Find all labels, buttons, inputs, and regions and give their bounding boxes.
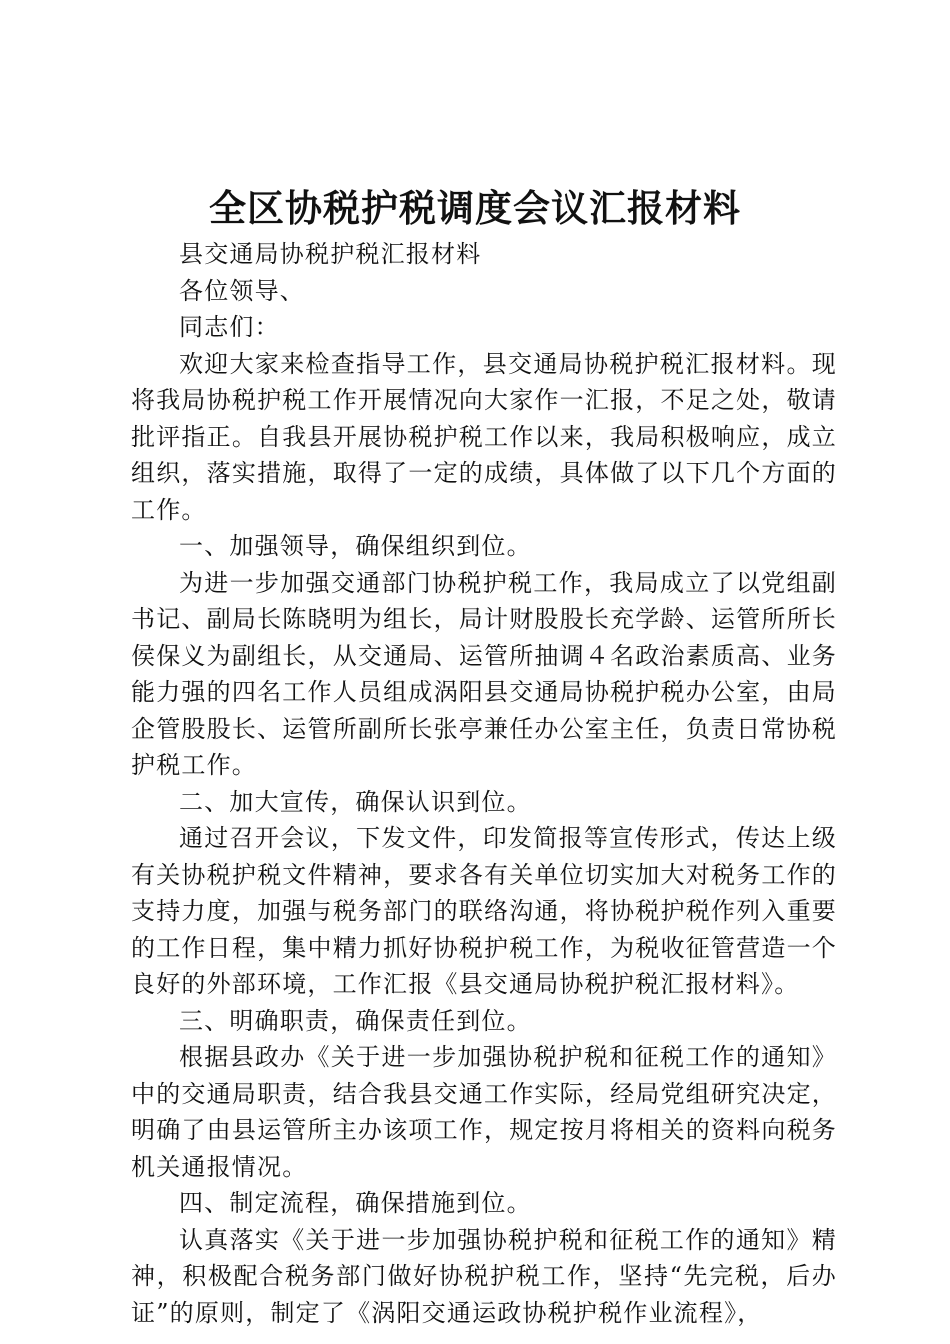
section-heading-4: 四、制定流程，确保措施到位。 bbox=[179, 1189, 532, 1217]
document-body bbox=[131, 236, 837, 1331]
paragraph-section-1: 为进一步加强交通部门协税护税工作，我局成立了以党组副书记、副局长陈晓明为组长，局计财股股长充学龄、运管所所长侯保义为副组长，从交通局、运管所抽调４名政治素质高、业务能力强的四名工作人员组成涡阳县交通局协税护税办公室，由局企管股股长、运管所副所长张亭兼任办公室主任，负责日常协税护税工作。 bbox=[131, 568, 837, 779]
paragraph-section-2: 通过召开会议，下发文件，印发简报等宣传形式，传达上级有关协税护税文件精神，要求各有关单位切实加大对税务工作的支持力度，加强与税务部门的联络沟通，将协税护税作列入重要的工作日程，集中精力抓好协税护税工作，为税收征管营造一个良好的外部环境，工作汇报《县交通局协税护税汇报材料》。 bbox=[131, 824, 837, 998]
paragraph-salutation-1: 各位领导、 bbox=[179, 276, 305, 305]
paragraph-heading-line: 县交通局协税护税汇报材料 bbox=[179, 240, 482, 268]
section-heading-2: 二、加大宣传，确保认识到位。 bbox=[179, 787, 532, 816]
section-heading-1: 一、加强领导，确保组织到位。 bbox=[179, 532, 532, 560]
paragraph-salutation-2: 同志们： bbox=[179, 313, 280, 341]
document-title: 全区协税护税调度会议汇报材料 bbox=[209, 186, 741, 230]
paragraph-intro: 欢迎大家来检查指导工作，县交通局协税护税汇报材料。现将我局协税护税工作开展情况向大家作一汇报，不足之处，敬请批评指正。自我县开展协税护税工作以来，我局积极响应，成立组织，落实措施，取得了一定的成绩，具体做了以下几个方面的工作。 bbox=[131, 349, 837, 524]
paragraph-section-3: 根据县政办《关于进一步加强协税护税和征税工作的通知》中的交通局职责，结合我县交通工作实际，经局党组研究决定，明确了由县运管所主办该项工作，规定按月将相关的资料向税务机关通报情况。 bbox=[131, 1043, 837, 1181]
paragraph-section-4: 认真落实《关于进一步加强协税护税和征税工作的通知》精神，积极配合税务部门做好协税护税工作，坚持“先完税，后办证”的原则，制定了《涡阳交通运政协税护税作业流程》， bbox=[131, 1225, 837, 1327]
section-heading-3: 三、明确职责，确保责任到位。 bbox=[179, 1006, 532, 1035]
